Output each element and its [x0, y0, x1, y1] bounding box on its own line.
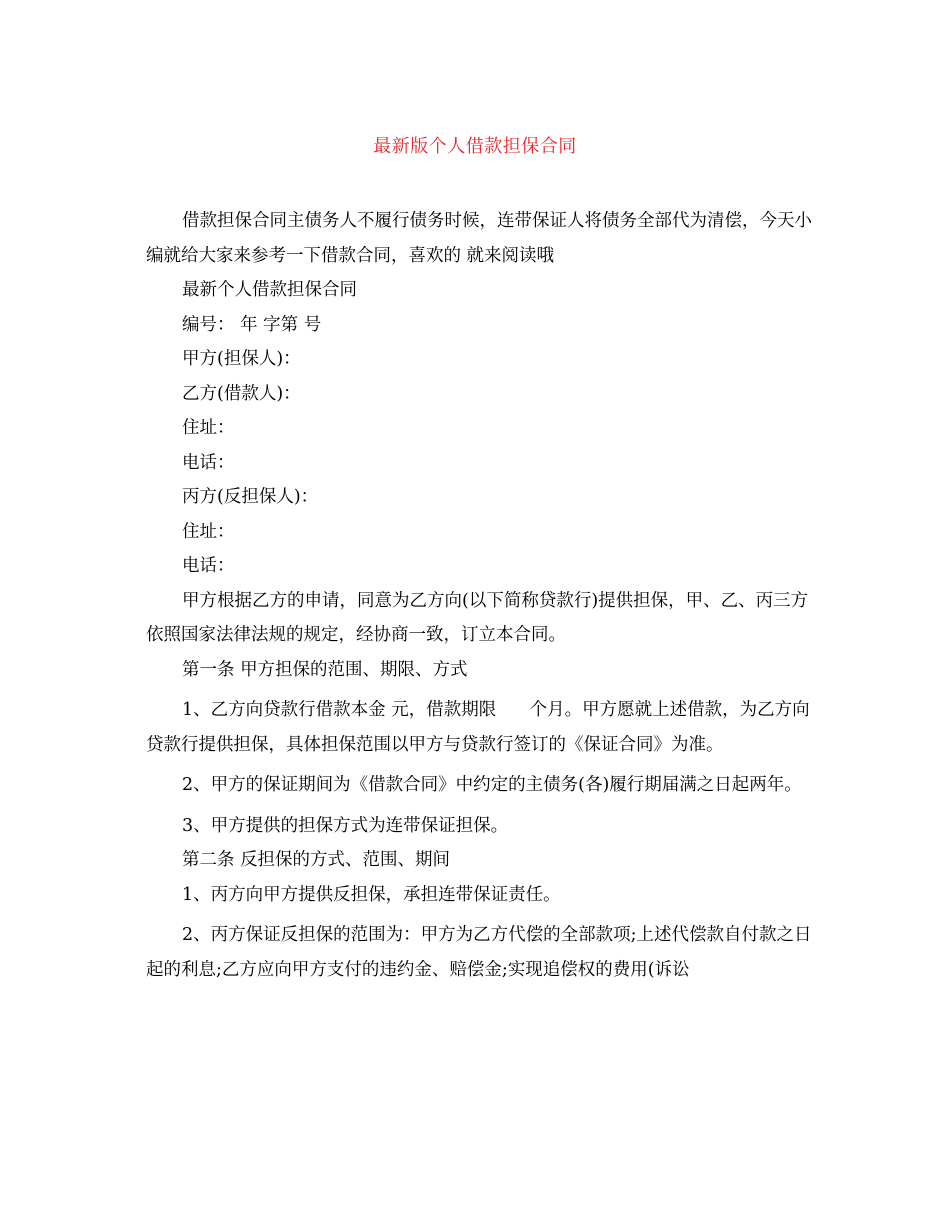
paragraph-address-b: 住址：	[182, 418, 235, 438]
paragraph-party-b: 乙方(借款人)：	[182, 383, 301, 404]
paragraph-article-1-clause-2: 2、甲方的保证期间为《借款合同》中约定的主债务(各)履行期届满之日起两年。	[182, 775, 802, 795]
paragraph-article-1-clause-3: 3、甲方提供的担保方式为连带保证担保。	[182, 815, 509, 836]
paragraph-phone-c: 电话：	[182, 556, 235, 576]
paragraph-intro: 借款担保合同主债务人不履行债务时候，连带保证人将债务全部代为清偿，今天小编就给大家来参考一下借款合同，喜欢的 就来阅读哦	[146, 211, 812, 266]
paragraph-party-a: 甲方(担保人)：	[182, 349, 301, 369]
document-title: 最新版个人借款担保合同	[373, 136, 577, 157]
paragraph-address-c: 住址：	[182, 521, 235, 542]
paragraph-phone-b: 电话：	[182, 452, 235, 473]
paragraph-preamble: 甲方根据乙方的申请，同意为乙方向(以下简称贷款行)提供担保，甲、乙、丙三方依照国家法律法规的规定，经协商一致，订立本合同。	[146, 590, 809, 645]
paragraph-number: 编号： 年 字第 号	[182, 314, 322, 335]
document-body	[146, 204, 812, 987]
paragraph-contract-heading: 最新个人借款担保合同	[182, 280, 357, 300]
paragraph-party-c: 丙方(反担保人)：	[182, 487, 319, 507]
paragraph-article-1-clause-1: 1、乙方向贷款行借款本金 元，借款期限 个月。甲方愿就上述借款，为乙方向贷款行提供担保，具体担保范围以甲方与贷款行签订的《保证合同》为准。	[146, 700, 810, 755]
paragraph-article-2-heading: 第二条 反担保的方式、范围、期间	[182, 850, 451, 870]
paragraph-article-1-heading: 第一条 甲方担保的范围、期限、方式	[182, 659, 468, 680]
paragraph-article-2-clause-1: 1、丙方向甲方提供反担保，承担连带保证责任。	[182, 884, 561, 905]
paragraph-article-2-clause-2: 2、丙方保证反担保的范围为：甲方为乙方代偿的全部款项;上述代偿款自付款之日起的利息;乙方应向甲方支付的违约金、赔偿金;实现追偿权的费用(诉讼	[146, 925, 812, 980]
